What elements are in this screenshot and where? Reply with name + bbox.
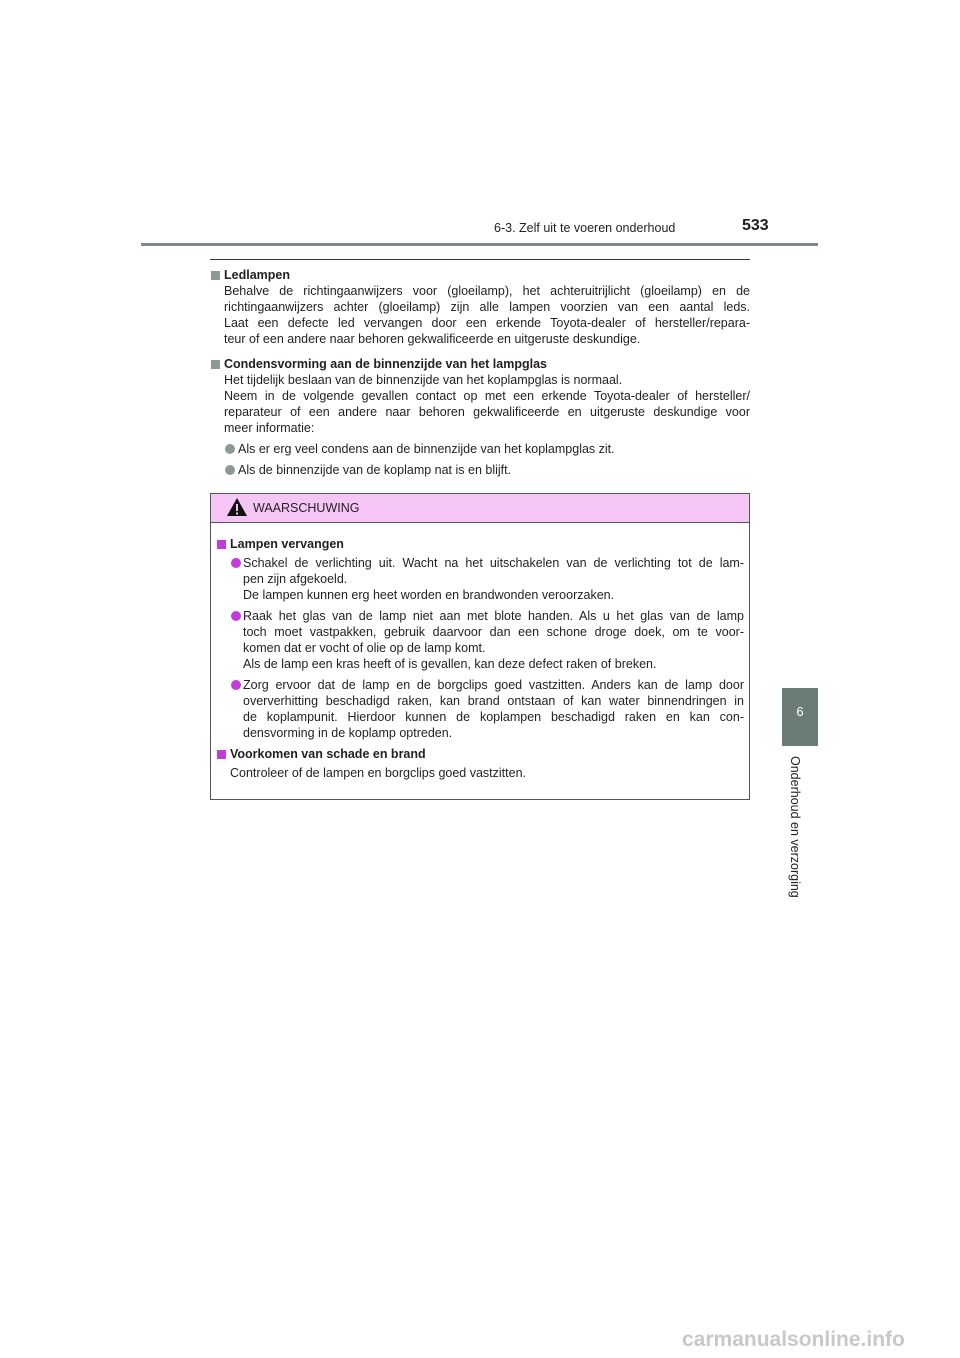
divider [210,259,750,260]
page-number: 533 [742,217,769,234]
text-line: meer informatie: [224,421,315,435]
header-rule [141,243,818,246]
bullet-icon [225,444,235,454]
bullet-icon [231,680,241,690]
text-line: oververhitting beschadigd raken, kan brand ontstaan of kan water binnendringen in [243,694,744,708]
chapter-title: Onderhoud en verzorging [788,756,802,898]
bullet-icon [231,611,241,621]
section-ledlampen [210,267,750,347]
section-header: 6-3. Zelf uit te voeren onderhoud [494,221,676,235]
text-line: richtingaanwijzers achter (gloeilamp) zijn alle lampen voorzien van een aantal leds. [224,300,750,314]
text-line: Laat een defecte led vervangen door een erkende Toyota-dealer of hersteller/repara- [224,316,750,330]
text-line: pen zijn afgekoeld. [243,572,348,586]
chapter-tab: 6 [782,688,818,746]
text-line: Behalve de richtingaanwijzers voor (gloeilamp), het achteruitrijlicht (gloeilamp) en de [224,284,750,298]
bullet-text: Als er erg veel condens aan de binnenzijde van het koplampglas zit. [238,442,615,456]
text-line: Als de lamp een kras heeft of is gevallen, kan deze defect raken of breken. [243,657,657,671]
text-line: teur of een andere naar behoren gekwalificeerde en uitgeruste deskundige. [224,332,641,346]
section-condensvorming [210,356,750,478]
text-line: Neem in de volgende gevallen contact op met een erkende Toyota-dealer of hersteller/ [224,389,750,403]
square-bullet-icon [217,540,226,549]
text-line: Schakel de verlichting uit. Wacht na het uitschakelen van de verlichting tot de lam- [243,556,744,570]
text-line: De lampen kunnen erg heet worden en brandwonden veroorzaken. [243,588,615,602]
bullet-icon [225,465,235,475]
text-line: Controleer of de lampen en borgclips goed vastzitten. [230,766,527,780]
warning-label: WAARSCHUWING [253,501,360,515]
square-bullet-icon [211,360,220,369]
square-bullet-icon [217,750,226,759]
warning-section-title: Lampen vervangen [230,537,344,551]
warning-triangle-icon [226,497,248,517]
bullet-icon [231,558,241,568]
text-line: toch moet vastpakken, gebruik daarvoor dan een schone droge doek, om te voor- [243,625,744,639]
text-line: komen dat er vocht of olie op de lamp komt. [243,641,486,655]
warning-box [210,493,750,800]
text-line: de koplampunit. Hierdoor kunnen de koplampen beschadigd raken en kan con- [243,710,744,724]
watermark: carmanualsonline.info [682,1328,905,1351]
section-title: Condensvorming aan de binnenzijde van het lampglas [224,357,547,371]
text-line: densvorming in de koplamp optreden. [243,726,453,740]
warning-section-title: Voorkomen van schade en brand [230,747,426,761]
text-line: Het tijdelijk beslaan van de binnenzijde van het koplampglas is normaal. [224,373,623,387]
square-bullet-icon [211,271,220,280]
warning-header [211,494,749,523]
section-title: Ledlampen [224,268,290,282]
text-line: reparateur of een andere naar behoren gekwalificeerde en uitgeruste deskundige voor [224,405,750,419]
text-line: Zorg ervoor dat de lamp en de borgclips goed vastzitten. Anders kan de lamp door [243,678,744,692]
text-line: Raak het glas van de lamp niet aan met blote handen. Als u het glas van de lamp [243,609,744,623]
bullet-text: Als de binnenzijde van de koplamp nat is en blijft. [238,463,512,477]
